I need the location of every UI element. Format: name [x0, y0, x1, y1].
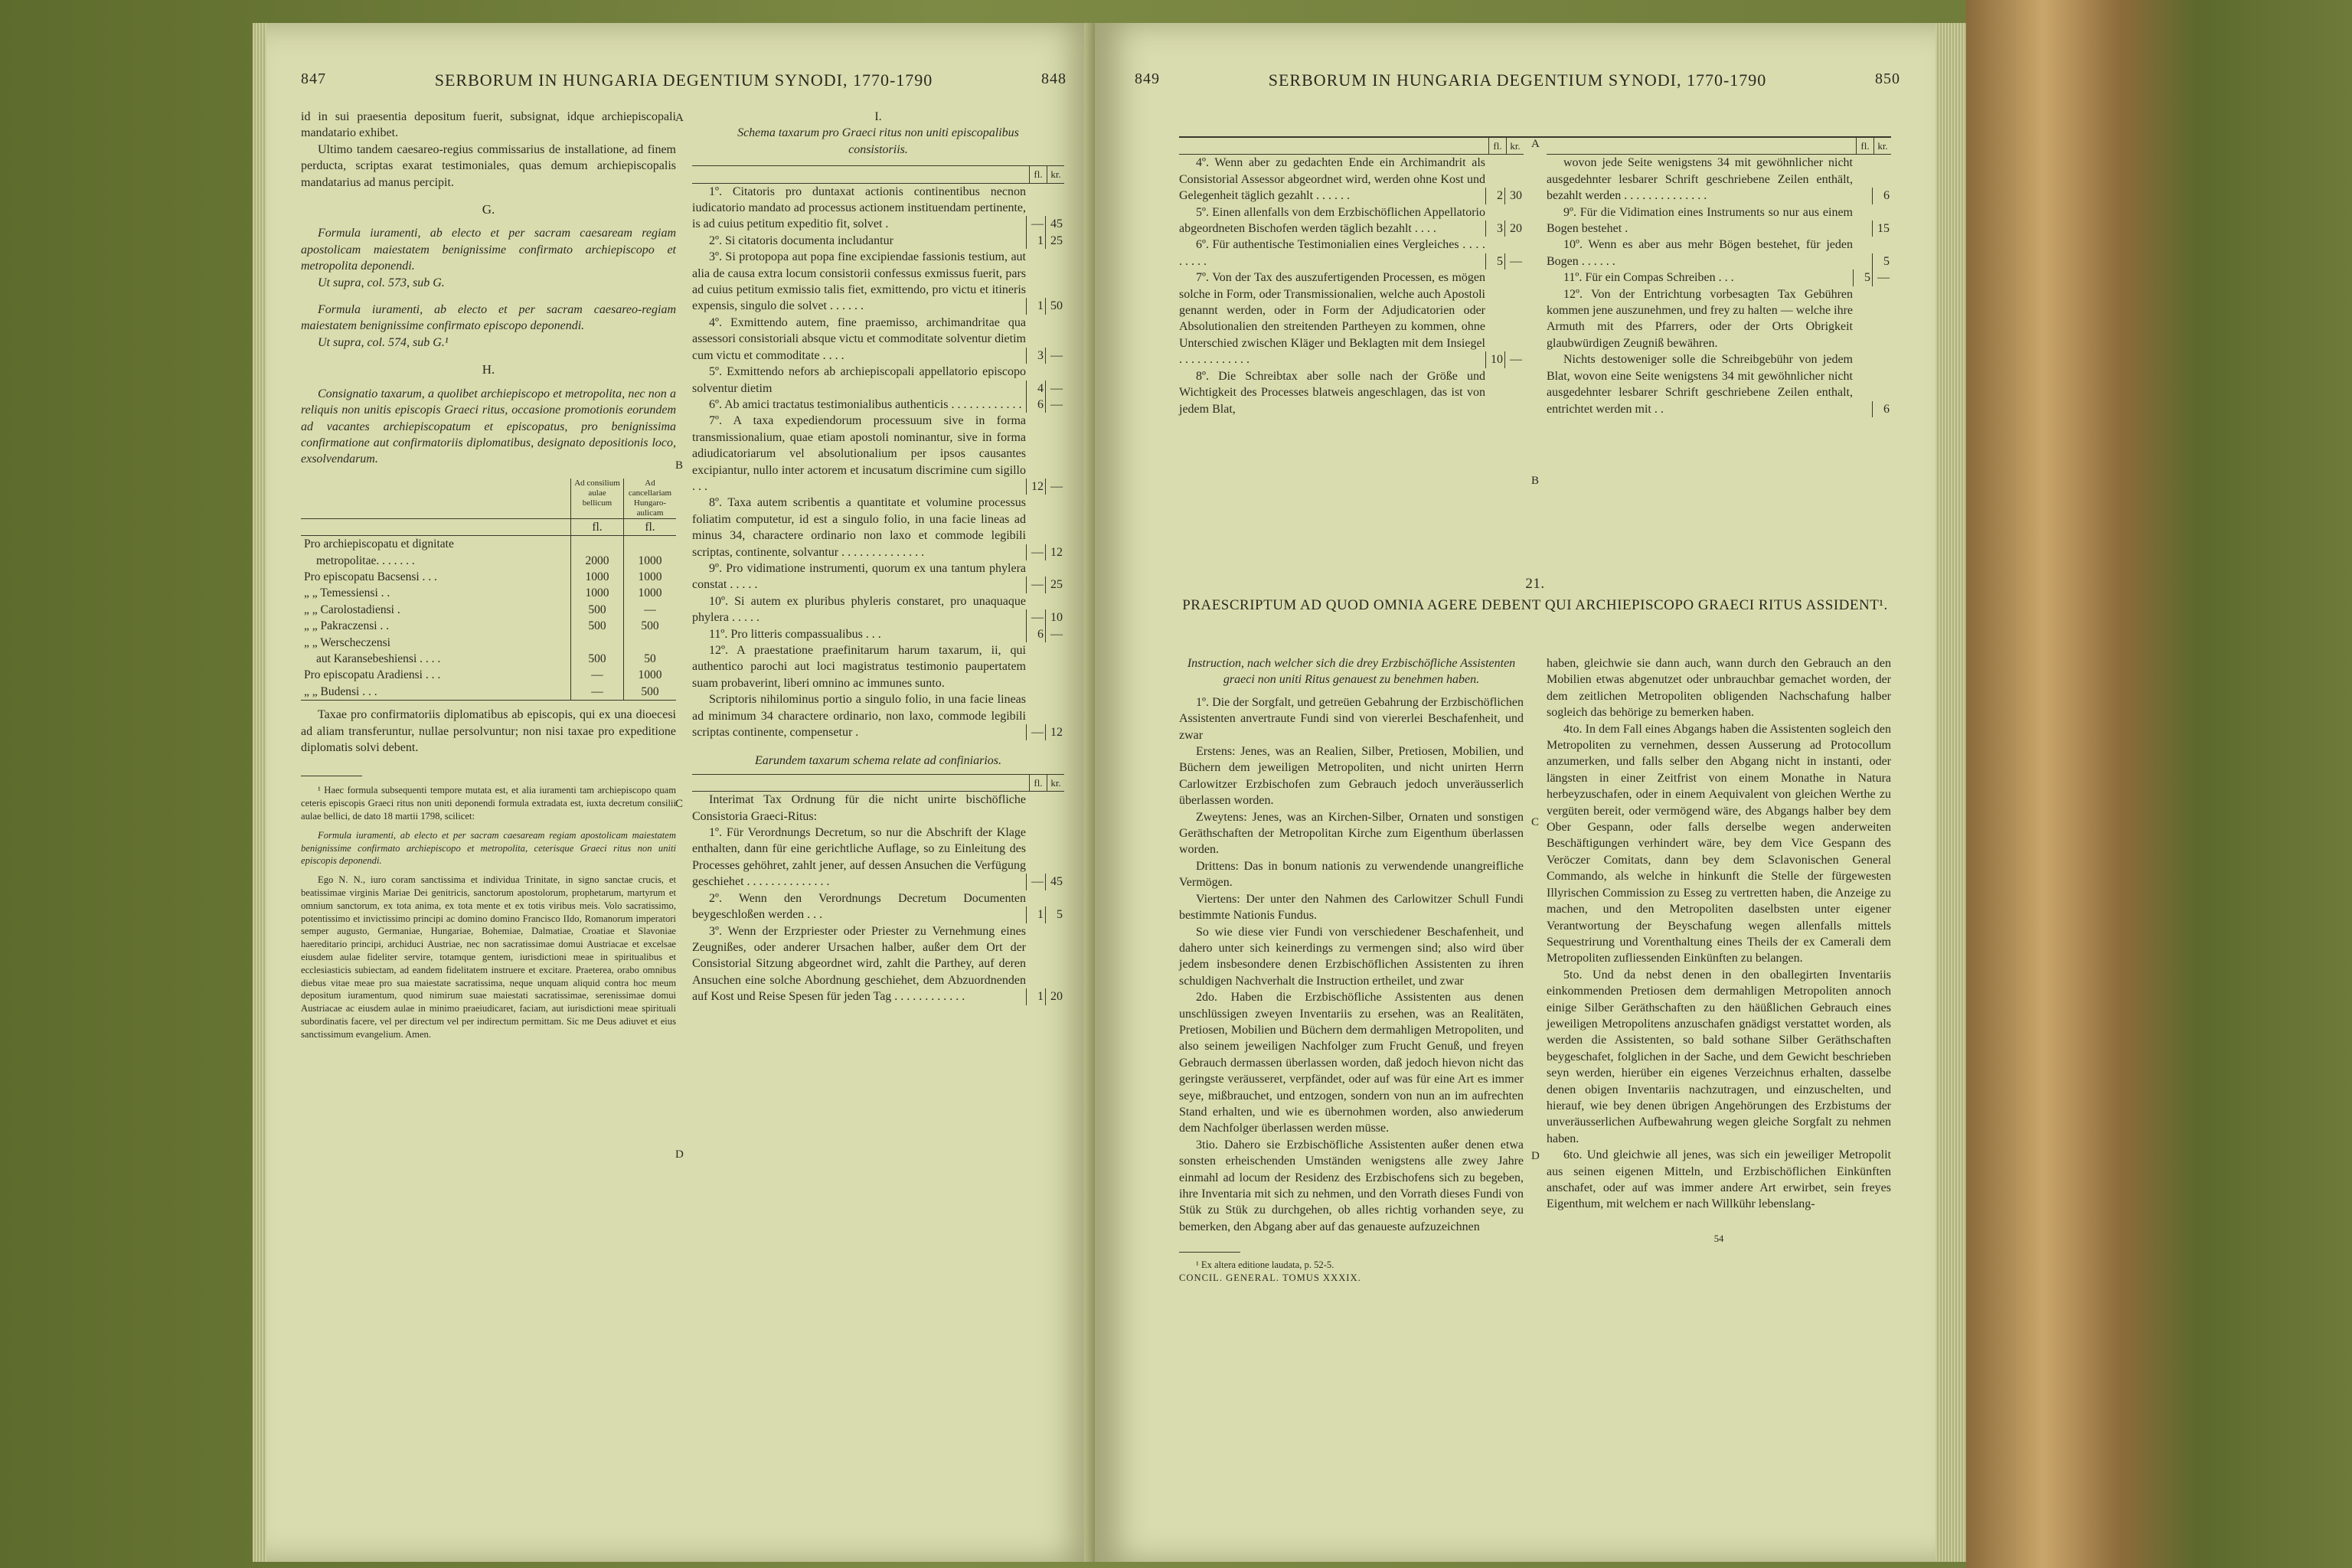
tax-item-florins: 6 — [1026, 397, 1045, 413]
margin-letter: B — [675, 459, 684, 472]
paragraph: Ultimo tandem caesareo-regius commissarius de installatione, ad finem perducta, scriptas exarat testimoniales, quas demum archiepiscopalis mandatarius ad manus percipit. — [301, 142, 676, 189]
tax-item — [1547, 155, 1891, 204]
tax-items — [1179, 155, 1524, 417]
tax-item-kreuzer: 15 — [1872, 220, 1891, 237]
tax-item — [692, 315, 1064, 364]
table-row: „ „ Temessiensi . . 1000 1000 — [301, 585, 676, 601]
tax-items-german — [692, 792, 1064, 1004]
paragraph: 2do. Haben die Erzbischöfliche Assistenten aus denen unschlüssigen zweyen Inventariis zu ersehen, was an Realitäten, Pretiosen, Mobilien und Büchern dem dermahligen Metropoliten, und also seinem jeweiligen Nachfolger zum Frucht Genuß, und freyen Gebrauch dermassen überlassen worden, daß jedoch hievon nicht das geringste veräusseret, verpfändet, oder auf was für eine Art es immer seye, mißbrauchet, und entzogen, sondern von nun an im aufrechten Stand erhalten, und wie es übernohmen worden, also anwiederum dem Nachfolger überlassen werden müsse. — [1179, 991, 1524, 1135]
tax-item-text: wovon jede Seite wenigstens 34 mit gewöhnlicher nicht ausgedehnter lesbarer Schrift geschriebene Zeilen enthält, bezahlt werden . . . . . . . . . . . . . . — [1547, 156, 1853, 203]
tax-item-florins: 5 — [1853, 270, 1872, 286]
tax-item — [692, 364, 1064, 397]
tax-item-text: 9º. Pro vidimatione instrumenti, quorum ex una tantum phylera constat . . . . . — [692, 561, 1026, 592]
left-running-title: SERBORUM IN HUNGARIA DEGENTIUM SYNODI, 1770-1790 — [434, 70, 933, 90]
paragraph: So wie diese vier Fundi von verschiedener Beschafenheit, und dahero unter sich keinerdings zu vermengen sind; also wird über jedem insbesondere denen Erzbischöflichen Assistenten zu ihren schuldigen Nachverhalt die Instruction ertheilet, und zwar — [1179, 925, 1524, 988]
tax-item-text: 6º. Ab amici tractatus testimonialibus authenticis . . . . . . . . . . . . — [709, 397, 1022, 411]
tax-item-kreuzer: 12 — [1045, 724, 1064, 740]
paragraph: 3tio. Dahero sie Erzbischöfliche Assistenten außer denen etwa sonsten erheischenden Umständen wenigstens alle zwey Jahre einmahl ad locum der Residenz des Erzbischofens sich zu begeben, ihre Inventaria mit sich zu nehmen, und den Vorrath dieses Fundi von Stük zu Stük zu durchgehen, ob alles richtig vorhanden seye, zu bemerken, den Abgang aber auf das genaueste aufzuzeichnen — [1179, 1138, 1524, 1233]
tax-item — [692, 825, 1064, 890]
unit-label: fl. — [571, 518, 624, 535]
paragraph: Erstens: Jenes, was an Realien, Silber, Pretiosen, Mobilien, und Büchern dem jeweiligen Metropoliten, und nicht unirten Herrn Carlowitzer Erzbischofen zum Gebrauch jedoch unveräusserlich überlassen worden. — [1179, 745, 1524, 808]
formula-title: Formula iuramenti, ab electo et per sacram caesaream regiam apostolicam maiestatem benignissime confirmato archiepiscopo et metropolita deponendi. — [301, 227, 676, 273]
tax-item-text: 7º. A taxa expediendorum processuum sive in forma transmissionalium, quae etiam apostoli nominantur, sive in forma adiudicatoriarum vel absolutionalium per ipsos causantes excipiantur, nullo inter actorem et incusatum discrimine cum sigillo . . . — [692, 414, 1026, 493]
tax-item — [1547, 270, 1891, 286]
tax-item — [1547, 286, 1891, 352]
tax-item — [692, 184, 1064, 233]
tax-item-kreuzer: — — [1045, 348, 1064, 364]
tax-item-text: Interimat Tax Ordnung für die nicht unirte bischöfliche Consistoria Graeci-Ritus: — [692, 793, 1026, 823]
column-848 — [692, 109, 1064, 1005]
tax-item — [692, 890, 1064, 923]
margin-letter: D — [1531, 1150, 1540, 1162]
tax-item-text: 12º. Von der Entrichtung vorbesagten Tax Gebühren kommen jene auszunehmen, und frey zu halten — welche ihre Armuth mit des Pfarrers, oder der Orts Obrigkeit glaubwürdigen Zeugniß bewähren. — [1547, 287, 1853, 350]
tax-item-kreuzer: — — [1504, 253, 1524, 270]
tax-item-kreuzer: — — [1045, 397, 1064, 413]
right-running-head — [1135, 70, 1900, 90]
table-header: Ad consilium aulae bellicum — [571, 479, 624, 519]
table-row: „ „ Carolostadiensi . 500 — — [301, 602, 676, 618]
tax-item-florins: — — [1026, 216, 1045, 232]
instruction-title: Instruction, nach welcher sich die drey Erzbischöfliche Assistenten graeci non uniti Ritus genauest zu benehmen haben. — [1187, 657, 1516, 687]
margin-letter: C — [675, 798, 684, 810]
table-header: Ad cancellariam Hungaro-aulicam — [624, 479, 677, 519]
tax-item-text: 10º. Wenn es aber aus mehr Bögen bestehet, für jeden Bogen . . . . . . — [1547, 238, 1853, 268]
section-letter-g: G. — [482, 202, 495, 217]
tax-item — [692, 233, 1064, 249]
page-number-850: 850 — [1875, 70, 1900, 87]
unit-header: fl. kr. — [692, 775, 1064, 792]
consignation-title: Consignatio taxarum, a quolibet archiepiscopo et metropolita, nec non a reliquis non unitis episcopis Graeci ritus, occasione promotionis eorundem ad vacantes archiepiscopatum et episcopatus, pro benignissima confirmatione aut confirmatoriis diplomatibus, designato depositionis loco, exsolvendarum. — [301, 387, 676, 466]
unit-header: fl. kr. — [692, 165, 1064, 183]
tax-item — [692, 413, 1064, 495]
schema-title: Schema taxarum pro Graeci ritus non uniti episcopalibus consistoriis. — [737, 126, 1019, 156]
margin-letter: C — [1531, 816, 1540, 828]
tax-item-kreuzer: 25 — [1045, 233, 1064, 249]
tax-items — [692, 184, 1064, 741]
tax-item — [692, 691, 1064, 740]
tax-item-text: Scriptoris nihilominus portio a singulo folio, in una facie lineas ad minimum 34 charactere ordinario, non laxo, commode legibili scriptas continente, compensetur . — [692, 693, 1026, 740]
paragraph: Drittens: Das in bonum nationis zu verwendende unangreifliche Vermögen. — [1179, 859, 1524, 890]
paragraph: Viertens: Der unter den Nahmen des Carlowitzer Schull Fundi bestimmte Nationis Fundus. — [1179, 892, 1524, 923]
column-849-lower — [1179, 655, 1524, 1285]
tax-item-florins: — — [1026, 874, 1045, 890]
tax-item-florins: 1 — [1026, 298, 1045, 314]
section-letter-h: H. — [482, 362, 495, 377]
tax-item — [1547, 204, 1891, 237]
paragraph: Taxae pro confirmatoriis diplomatibus ab episcopis, qui ex una dioecesi ad aliam transferuntur, nullae persolvuntur; non nisi taxae pro expeditione diplomatis solvi debent. — [301, 708, 676, 754]
right-page — [1095, 23, 1937, 1562]
tax-item — [692, 923, 1064, 1005]
tax-item-kreuzer: 5 — [1872, 253, 1891, 270]
tax-item-florins: 10 — [1485, 351, 1504, 368]
tax-item — [692, 792, 1064, 825]
instruction-paragraphs — [1179, 694, 1524, 1235]
section-title: PRAESCRIPTUM AD QUOD OMNIA AGERE DEBENT QUI ARCHIEPISCOPO GRAECI RITUS ASSIDENT¹. — [1182, 597, 1888, 613]
tax-item-florins: 4 — [1026, 381, 1045, 397]
tax-item-text: 3º. Si protopopa aut popa fine excipiendae fassionis testium, aut alia de causa extra locum consistorii confessus exmissus fuerit, pars ad cuius petitum exmissio talis fiet, exmittendo, pro victu et itineris expensis, singulo die solvet . . . . . . — [692, 250, 1026, 313]
footnote: ¹ Haec formula subsequenti tempore mutata est, et alia iuramenti tam archiepiscopo quam ceteris episcopis Graeci ritus non uniti deponendi formula extradata est, iuxta decretum consilii aulae bellici, de dato 18 martii 1798, scilicet: — [301, 785, 676, 822]
tax-items — [1547, 155, 1891, 417]
footnote-formula: Formula iuramenti, ab electo et per sacram caesaream regiam apostolicam maiestatem benignissime confirmato archiepiscopo et metropolita, ceterisque Graeci ritus non uniti episcopis deponendi. — [301, 829, 676, 867]
tax-item-kreuzer: 45 — [1045, 874, 1064, 890]
tax-item-text: 5º. Exmittendo nefors ab archiepiscopali appellatorio episcopo solventur dietim — [692, 365, 1026, 395]
tax-item-text: 1º. Für Verordnungs Decretum, so nur die Abschrift der Klage enthalten, dann für eine gerichtliche Auflage, so zu Einleitung des Processes gehöhret, zahlt jener, auf dessen Ansuchen die Verfügung geschiehet . . . . . . . . . . . . . . — [692, 826, 1026, 889]
sheet-number: 54 — [1713, 1233, 1724, 1244]
tax-item-kreuzer: 30 — [1504, 188, 1524, 204]
instruction-paragraphs — [1547, 655, 1891, 1213]
tax-item — [692, 495, 1064, 560]
formula-title: Formula iuramenti, ab electo et per sacram caesareo-regiam maiestatem benignissime confirmato episcopo deponendi. — [301, 303, 676, 333]
tax-item-florins: 1 — [1026, 906, 1045, 923]
tax-item-text: 9º. Für die Vidimation eines Instruments so nur aus einem Bogen bestehet . — [1547, 205, 1853, 236]
tax-item-kreuzer: 12 — [1045, 544, 1064, 560]
reference: Ut supra, col. 573, sub G. — [318, 276, 445, 289]
page-edge-right — [1936, 23, 1966, 1562]
tax-item-text: 8º. Taxa autem scribentis a quantitate et volumine processus foliatim computetur, id est a singulo folio, in una facie lineas ad minus 34, charactere ordinario non laxo et commode legibili scriptas, continente, solvantur . . . . . . . . . . . . . . — [692, 496, 1026, 559]
margin-letter: B — [1531, 475, 1540, 487]
tax-item-text: 1º. Citatoris pro duntaxat actionis continentibus necnon iudicatorio mandato ad processus actionem instituendam pertinente, is ad cuius petitum expeditio fit, solvet . — [692, 185, 1026, 231]
tax-item-kreuzer: — — [1045, 381, 1064, 397]
tax-item-florins: 1 — [1026, 988, 1045, 1004]
paragraph: id in sui praesentia depositum fuerit, subsignat, idque archiepiscopali mandatario exhibet. — [301, 110, 676, 140]
paragraph: haben, gleichwie sie dann auch, wann durch den Gebrauch an den Mobilien etwas abgenutzet oder unbrauchbar gemachet worden, der dem zeitlichen Metropoliten obligenden Nachschafung halber sogleich das behörige zu bemerken haben. — [1547, 657, 1891, 720]
tax-item-florins: 1 — [1026, 233, 1045, 249]
tax-item-text: 7º. Von der Tax des auszufertigenden Processen, es mögen solche in Form, oder Transmissionalien, welche auch Apostoli genannt werden, oder in Form der Adjudicatorien oder Absolutionalien den streitenden Partheyen zu kommen, ohne Unterschied zwischen Kläger und Beklagten mit dem Insiegel . . . . . . . . . . . . — [1179, 271, 1485, 367]
tax-item-kreuzer: — — [1045, 479, 1064, 495]
tax-item-text: 2º. Si citatoris documenta includantur — [709, 234, 893, 247]
schema-number: I. — [874, 110, 882, 123]
table-row: „ „ Pakraczensi . . 500 500 — [301, 618, 676, 634]
paragraph: 1º. Die der Sorgfalt, und getreüen Gebahrung der Erzbischöflichen Assistenten anvertraute Fundi sind von viererlei Beschafenheit, und zwar — [1179, 695, 1524, 742]
unit-label: fl. — [624, 518, 677, 535]
tax-item-florins: — — [1026, 544, 1045, 560]
tax-item-text: 5º. Einen allenfalls von dem Erzbischöflichen Appellatorio abgeordneten Bischofen werden täglich bezahlt . . . . — [1179, 205, 1485, 236]
tax-item — [1179, 270, 1524, 368]
tax-item — [1179, 368, 1524, 417]
tax-item-text: 12º. A praestatione praefinitarum harum taxarum, ii, qui authentico parochi aut loci magistratus testimonio paupertatem suam probaverint, liberi omnino ac immunes sunto. — [692, 644, 1026, 690]
margin-letter: D — [675, 1148, 684, 1161]
signature-line: CONCIL. GENERAL. TOMUS XXXIX. — [1179, 1272, 1361, 1284]
paragraph: 4to. In dem Fall eines Abgangs haben die Assistenten sogleich den Metropoliten zu vernehmen, dessen Ausserung ad Protocollum anzumerken, und falls selber den Abgang nicht in instanti, oder längsten in einer Zeitfrist von einem Monathe in Natura herbeyzuschafen, oder in einem Aequivalent von gleichen Werthe zu vergüten bereit, oder vermögend wäre, des Abgangs halber bey dem Ober Gespann, oder falls derselbe wegen anderweiten Beschäftigungen verhindert wäre, bey dem Vice Gespann des Veröczer Comitats, dann bey dem Sclavonischen General Commando, als welche in hinkunft die Stelle der fürgewesten Illyrischen Commission zu Esseg zu vertretten haben, die Anzeige zu machen, und den Metropoliten daselbsten unter eigener Verantwortung der Beyschafung wegen allenfalls mittels Sequestrirung und Vorenthaltung eines Theils der ex Camerali dem Metropoliten zufliessenden Einkünften zu belangen. — [1547, 722, 1891, 965]
tax-item-kreuzer: 45 — [1045, 216, 1064, 232]
tax-item-text: 6º. Für authentische Testimonialien eines Vergleiches . . . . . . . . . — [1179, 238, 1485, 268]
paragraph: 5to. Und da nebst denen in den oballegirten Inventariis einkommenden Pretiosen dem dermahligen Metropoliten annoch einige Silber Geräthschaften zu den häüßlichen Gebrauch eines jeweiligen Metropolitens anzuschafen gnädigst verstattet worden, als werden die Assistenten, so bald sothane Silber Geräthschaften beygeschafet, folglichen in der Sache, und dem Gewicht beschrieben seyn werden, hierüber ein eigenes Verzeichnus erhalten, dasselbe denen obigen Inventariis nachzutragen, und einzuschelten, und hierauf, wie bey denen übrigen Angehörungen des Erzbistums der unveräusserlichen Aufbewahrung wegen gleiche Sorgfalt zu nehmen haben. — [1547, 968, 1891, 1145]
schema-subtitle: Earundem taxarum schema relate ad confiniarios. — [692, 753, 1064, 774]
section-number: 21. — [1525, 576, 1545, 592]
tax-item-kreuzer: — — [1872, 270, 1891, 286]
left-page — [266, 23, 1095, 1562]
tax-item-text: 11º. Pro litteris compassualibus . . . — [709, 627, 881, 641]
tax-item — [692, 560, 1064, 593]
page-number-847: 847 — [301, 70, 326, 87]
paragraph: Zweytens: Jenes, was an Kirchen-Silber, Ornaten und sonstigen Geräthschaften der Metropolitan Kirche zum Eigenthum überlassen worden. — [1179, 810, 1524, 857]
tax-item-kreuzer: 20 — [1045, 988, 1064, 1004]
page-number-848: 848 — [1041, 70, 1067, 87]
table-row: aut Karansebeshiensi . . . . 500 50 — [301, 651, 676, 667]
tax-item-text: 3º. Wenn der Erzpriester oder Priester zu Vernehmung eines Zeugnißes, oder anderer Ursachen halber, außer dem Ort der Consistorial Sitzung abgeordnet wird, zahlt die Parthey, auf deren Ansuchen eine solche Abordnung geschiehet, dem Abzuordnenden auf Kost und Reise Spesen für jeden Tag . . . . . . . . . . . . — [692, 924, 1026, 1004]
book-cover-edge — [1966, 0, 2352, 1568]
tax-item-florins: 12 — [1026, 479, 1045, 495]
paragraph: 6to. Und gleichwie all jenes, was sich ein jeweiliger Metropolit aus seinen eigenen Mitteln, und Erzbischöflichen Einkünften anschafet, oder auf was immer andere Art erwirbet, sein freyes Eigenthum, mit welchem er nach Willkühr lebenslang- — [1547, 1148, 1891, 1211]
tax-item-text: 2º. Wenn den Verordnungs Decretum Documenten beygeschloßen werden . . . — [692, 891, 1026, 922]
table-row: „ „ Werscheczensi — [301, 635, 676, 651]
tax-item-florins: — — [1026, 577, 1045, 593]
tax-item-text: 11º. Für ein Compas Schreiben . . . — [1563, 271, 1734, 285]
tax-item-kreuzer: 25 — [1045, 577, 1064, 593]
page-edge-left — [253, 23, 268, 1562]
tax-item — [692, 626, 1064, 642]
tax-item-florins: 3 — [1485, 220, 1504, 237]
table-row: Pro episcopatu Aradiensi . . . — 1000 — [301, 667, 676, 683]
tax-item-text: 4º. Exmittendo autem, fine praemisso, archimandritae qua assessori consistoriali absque victu et commoditate solventur dietim cum victu et commoditate . . . . — [692, 315, 1026, 362]
tax-item-florins: — — [1026, 724, 1045, 740]
table-row: Pro episcopatu Bacsensi . . . 1000 1000 — [301, 569, 676, 585]
table-row: Pro archiepiscopatu et dignitate — [301, 536, 676, 553]
column-849 — [1179, 138, 1524, 417]
tax-item — [692, 642, 1064, 691]
tax-item-kreuzer: 20 — [1504, 220, 1524, 237]
column-850-lower — [1547, 655, 1891, 1246]
page-number-849: 849 — [1135, 70, 1160, 87]
tax-item-text: Nichts destoweniger solle die Schreibgebühr von jedem Blat, wovon eine Seite wenigstens 34 mit gewöhnlicher nicht ausgedehnter lesbarer Schrift geschriebene Zeilen enthalt, entrichtet werden mit . . — [1547, 353, 1853, 416]
tax-table — [301, 479, 676, 700]
column-850 — [1547, 138, 1891, 417]
tax-item — [1547, 351, 1891, 417]
tax-item — [692, 593, 1064, 626]
footnote: ¹ Ex altera editione laudata, p. 52-5. — [1196, 1259, 1334, 1271]
tax-item — [692, 249, 1064, 315]
tax-item — [1547, 237, 1891, 270]
left-running-head — [301, 70, 1067, 90]
table-row: metropolitae. . . . . . . 2000 1000 — [301, 553, 676, 569]
right-running-title: SERBORUM IN HUNGARIA DEGENTIUM SYNODI, 1770-1790 — [1268, 70, 1767, 90]
tax-item-text: 8º. Die Schreibtax aber solle nach der Größe und Wichtigkeit des Processes blatweis angeschlagen, das ist von jedem Blat, — [1179, 369, 1485, 416]
tax-item-kreuzer: — — [1504, 351, 1524, 368]
reference: Ut supra, col. 574, sub G.¹ — [318, 335, 449, 349]
tax-item-kreuzer: 6 — [1872, 401, 1891, 417]
tax-item-florins: — — [1026, 609, 1045, 626]
tax-item-kreuzer: 50 — [1045, 298, 1064, 314]
tax-item — [1179, 237, 1524, 270]
table-row: „ „ Budensi . . . — 500 — [301, 684, 676, 700]
tax-item-text: 4º. Wenn aber zu gedachten Ende ein Archimandrit als Consistorial Assessor abgeordnet wird, werden ohne Kost und Gelegenheit täglich gezahlt . . . . . . — [1179, 156, 1485, 203]
column-847 — [301, 109, 676, 1041]
tax-item-florins: 3 — [1026, 348, 1045, 364]
margin-letter: A — [675, 112, 684, 124]
tax-item — [1179, 155, 1524, 204]
footnote-oath: Ego N. N., iuro coram sanctissima et individua Trinitate, in signo sanctae crucis, et beatissimae virginis Mariae Dei genitricis, sanctorum apostolorum, prophetarum, martyrum et omnium sanctorum, ex tota anima, ex tota mente et ex totis viribus meis. Volo sacratissimo, potentissimo et invictissimo principi ac domino domino Francisco IIdo, Romanorum imperatori semper augusto, Germaniae, Hungariae, Bohemiae, Dalmatiae, Croatiae et Slavoniae haereditario principi, archiduci Austriae, nec non sacratissimae domui Austriacae et excelsae eiusdem aulae fideliter servire, totamque gentem, iurisdictioni meae in spiritualibus et ecclesiasticis subiectam, ad eandem fidelitatem instruere et excitare. Praeterea, orabo omnibus diebus vitae meae pro sua maiestate sacratissima, neque unquam aliquid contra hoc meum depositum iuramentum, quod nimirum suae maiestati sacratissimae, serenissimae domui Austriacae ac eiusdem aulae in minimo praeiudicaret, faciam, aut iurisdictioni meae spirituali subordinatis facere, vel per directum vel per indirectum permittam. Sic me Deus adiuvet et eius sanctissimum evangelium. Amen. — [301, 874, 676, 1040]
tax-item — [692, 397, 1064, 413]
unit-header: fl. kr. — [1547, 138, 1891, 155]
tax-item-florins: 5 — [1485, 253, 1504, 270]
tax-item-kreuzer: — — [1045, 626, 1064, 642]
margin-letter: A — [1531, 138, 1540, 150]
tax-item-florins: 2 — [1485, 188, 1504, 204]
tax-item-text: 10º. Si autem ex pluribus phyleris constaret, pro unaquaque phylera . . . . . — [692, 594, 1026, 625]
tax-item-florins: 6 — [1026, 626, 1045, 642]
tax-item — [1179, 204, 1524, 237]
unit-header: fl. kr. — [1179, 138, 1524, 155]
tax-item-kreuzer: 6 — [1872, 188, 1891, 204]
tax-item-kreuzer: 10 — [1045, 609, 1064, 626]
tax-item-kreuzer: 5 — [1045, 906, 1064, 923]
